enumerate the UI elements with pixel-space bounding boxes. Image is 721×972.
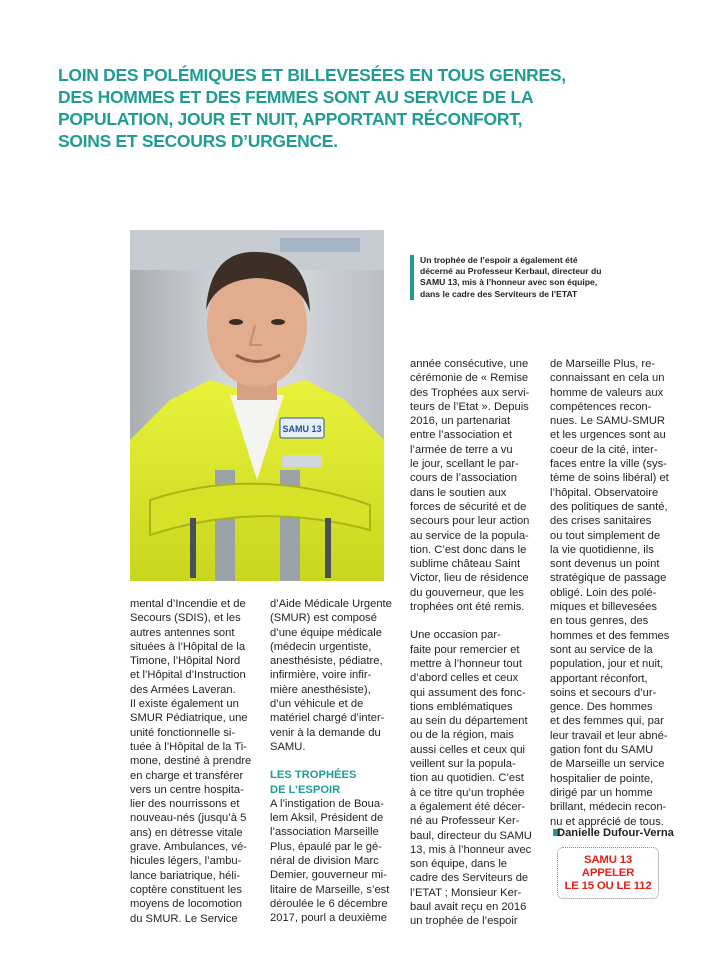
text-line: veillent sur la popula-: [410, 758, 516, 771]
text-line: néral de division Marc: [270, 855, 379, 868]
article-column-1: [130, 597, 252, 926]
text-line: Victor, lieu de résidence: [410, 572, 529, 585]
text-line: d’abord celles et ceux: [410, 672, 519, 685]
text-line: le jour, scellant le par-: [410, 458, 519, 471]
text-line: 2016, un partenariat: [410, 415, 511, 428]
text-line: coeur de la cité, inter-: [550, 443, 658, 456]
text-line: au sein du département: [410, 715, 528, 728]
caption-line: dans le cadre des Serviteurs de l’ETAT: [420, 288, 578, 299]
text-line: du gouverneur, que les: [410, 586, 524, 599]
text-line: l’association Marseille: [270, 826, 379, 839]
text-line: l’ETAT ; Monsieur Ker-: [410, 886, 522, 899]
text-line: baul avait reçu en 2016: [410, 900, 527, 913]
text-line: unité fonctionnelle si-: [130, 726, 236, 739]
text-line: Il existe également un: [130, 698, 239, 711]
headline-line: LOIN DES POLÉMIQUES ET BILLEVESÉES EN TOUS GENRES,: [58, 65, 566, 85]
text-line: lier des nourrissons et: [130, 798, 240, 811]
text-line: sublime château Saint: [410, 558, 521, 571]
text-line: des politiques de santé,: [550, 500, 668, 513]
text-line: sont devenus un point: [550, 558, 660, 571]
text-line: matériel chargé d’inter-: [270, 712, 385, 725]
text-line: nu et apprécié de tous.: [550, 815, 664, 828]
section-subhead: DE L’ESPOIR: [270, 783, 341, 796]
text-line: anesthésiste, pédiatre,: [270, 655, 383, 668]
badge-text: SAMU 13: [282, 424, 322, 434]
text-line: ou tout simplement de: [550, 529, 661, 542]
text-line: moyens de locomotion: [130, 898, 242, 911]
text-line: coptère constituent les: [130, 883, 242, 896]
caption-line: SAMU 13, mis à l’honneur avec son équipe,: [420, 277, 598, 288]
paragraph-gap: [410, 614, 530, 628]
text-line: autres antennes sont: [130, 626, 235, 639]
text-line: a également été décer-: [410, 800, 526, 813]
text-line: d’une équipe médicale: [270, 626, 382, 639]
text-line: entre l’association et: [410, 429, 512, 442]
headline-line: POPULATION, JOUR ET NUIT, APPORTANT RÉCONFORT,: [58, 109, 523, 129]
text-line: d’un véhicule et de: [270, 698, 364, 711]
text-line: homme de valeurs aux: [550, 386, 664, 399]
callout-line: APPELER: [581, 867, 635, 879]
text-line: ans) en détresse vitale: [130, 826, 243, 839]
text-line: à ce titre qu’un trophée: [410, 786, 525, 799]
headline-line: DES HOMMES ET DES FEMMES SONT AU SERVICE DE LA: [58, 87, 534, 107]
text-line: vers un centre hospita-: [130, 783, 244, 796]
text-line: tuée à l’Hôpital de la Ti-: [130, 740, 247, 753]
text-line: brillant, médecin recon-: [550, 801, 667, 814]
portrait-photo: [130, 230, 384, 581]
text-line: un trophée de l’espoir: [410, 915, 518, 928]
text-line: la vie quotidienne, ils: [550, 543, 654, 556]
text-line: en tous genres, des: [550, 615, 649, 628]
text-line: tion au quotidien. C’est: [410, 772, 524, 785]
text-line: des Armées Laveran.: [130, 683, 236, 696]
caption-line: Un trophée de l’espoir a également été: [420, 255, 578, 265]
text-line: mental d’Incendie et de: [130, 598, 246, 610]
text-line: (SMUR) est composé: [270, 612, 377, 625]
text-line: trophées ont été remis.: [410, 601, 525, 614]
text-line: nouveau-nés (jusqu’à 5: [130, 812, 247, 825]
text-line: dans le soutien aux: [410, 486, 507, 499]
text-line: faces entre la ville (sys-: [550, 458, 667, 471]
portrait-photo-illustration: [130, 230, 384, 581]
headline: [58, 64, 566, 152]
paragraph-gap: [270, 754, 390, 768]
text-line: Demier, gouverneur mi-: [270, 869, 387, 882]
text-line: venir à la demande du: [270, 726, 381, 739]
text-line: (médecin urgentiste,: [270, 640, 372, 653]
caption-line: décerné au Professeur Kerbaul, directeur du: [420, 266, 602, 277]
photo-caption: [410, 255, 605, 300]
article-column-2: [270, 597, 390, 926]
text-line: gence. Des hommes: [550, 701, 653, 714]
text-line: d’Aide Médicale Urgente: [270, 598, 392, 610]
text-line: faite pour remercier et: [410, 643, 520, 656]
text-line: des Trophées aux servi-: [410, 386, 530, 399]
text-line: gation font du SAMU: [550, 744, 654, 757]
text-line: du SMUR. Le Service: [130, 912, 238, 925]
text-line: forces de sécurité et de: [410, 500, 527, 513]
emergency-callout: [557, 847, 659, 899]
text-line: et les urgences sont au: [550, 429, 666, 442]
text-line: A l’instigation de Boua-: [270, 797, 384, 810]
article-column-4: [550, 357, 670, 836]
text-line: 2017, pourl a deuxième: [270, 912, 387, 925]
text-line: baul, directeur du SAMU: [410, 829, 532, 842]
text-line: mone, destiné à prendre: [130, 755, 252, 768]
text-line: lance bariatrique, héli-: [130, 869, 241, 882]
text-line: connaissant en cela un: [550, 372, 665, 385]
text-line: année consécutive, une: [410, 358, 529, 370]
text-line: situées à l’Hôpital de la: [130, 640, 246, 653]
section-subhead: LES TROPHÉES: [270, 769, 357, 782]
headline-line: SOINS ET SECOURS D’URGENCE.: [58, 131, 338, 151]
text-line: de Marseille un service: [550, 758, 665, 771]
text-line: Secours (SDIS), et les: [130, 612, 241, 625]
text-line: obligé. Loin des polé-: [550, 586, 657, 599]
text-line: tions emblématiques: [410, 700, 513, 713]
text-line: compétences recon-: [550, 400, 652, 413]
text-line: au service de la popula-: [410, 529, 529, 542]
text-line: Timone, l’Hôpital Nord: [130, 655, 241, 668]
article-column-3: [410, 357, 530, 929]
text-line: tion. C’est donc dans le: [410, 543, 527, 556]
text-line: infirmière, voire infir-: [270, 669, 372, 682]
text-line: son équipe, dans le: [410, 858, 508, 871]
text-line: hicules légers, l’ambu-: [130, 855, 242, 868]
text-line: litaire de Marseille, s’est: [270, 883, 390, 896]
text-line: et des femmes qui, par: [550, 715, 664, 728]
text-line: lem Aksil, Président de: [270, 812, 384, 825]
text-line: l’armée de terre a vu: [410, 443, 513, 456]
text-line: population, jour et nuit,: [550, 658, 664, 671]
text-line: dirigé par un homme: [550, 786, 653, 799]
text-line: hospitalier de pointe,: [550, 772, 654, 785]
author-signature: Danielle Dufour-Verna: [557, 827, 674, 839]
text-line: soins et secours d’ur-: [550, 686, 657, 699]
text-line: et l’Hôpital d’Instruction: [130, 669, 246, 682]
callout-line: LE 15 OU LE 112: [564, 880, 652, 892]
text-line: Plus, épaulé par le gé-: [270, 840, 382, 853]
text-line: l’hôpital. Observatoire: [550, 486, 659, 499]
text-line: des crises sanitaires: [550, 515, 652, 528]
text-line: de Marseille Plus, re-: [550, 358, 656, 370]
text-line: né au Professeur Ker-: [410, 815, 520, 828]
text-line: qui assument des fonc-: [410, 686, 526, 699]
text-line: ou de la région, mais: [410, 729, 514, 742]
text-line: aussi celles et ceux qui: [410, 743, 526, 756]
text-line: cours de l’association: [410, 472, 517, 485]
text-line: SAMU.: [270, 740, 306, 753]
text-line: apportant réconfort,: [550, 672, 648, 685]
text-line: 13, mis à l’honneur avec: [410, 843, 532, 856]
text-line: sont au service de la: [550, 643, 653, 656]
text-line: Une occasion par-: [410, 629, 501, 642]
text-line: tème de soins libéral) et: [550, 472, 669, 485]
callout-line: SAMU 13: [584, 854, 632, 866]
text-line: hommes et des femmes: [550, 629, 670, 642]
text-line: en charge et transférer: [130, 769, 244, 782]
text-line: mière anesthésiste),: [270, 683, 371, 696]
text-line: secours pour leur action: [410, 515, 530, 528]
text-line: stratégique de passage: [550, 572, 667, 585]
text-line: cérémonie de « Remise: [410, 372, 529, 385]
text-line: déroulée le 6 décembre: [270, 897, 388, 910]
text-line: leur travail et leur abné-: [550, 729, 668, 742]
text-line: teurs de l’Etat ». Depuis: [410, 400, 529, 413]
text-line: nues. Le SAMU-SMUR: [550, 415, 666, 428]
text-line: cadre des Serviteurs de: [410, 872, 529, 885]
text-line: miques et billevesées: [550, 601, 657, 614]
text-line: mettre à l’honneur tout: [410, 657, 522, 670]
text-line: SMUR Pédiatrique, une: [130, 712, 248, 725]
text-line: grave. Ambulances, vé-: [130, 841, 247, 854]
